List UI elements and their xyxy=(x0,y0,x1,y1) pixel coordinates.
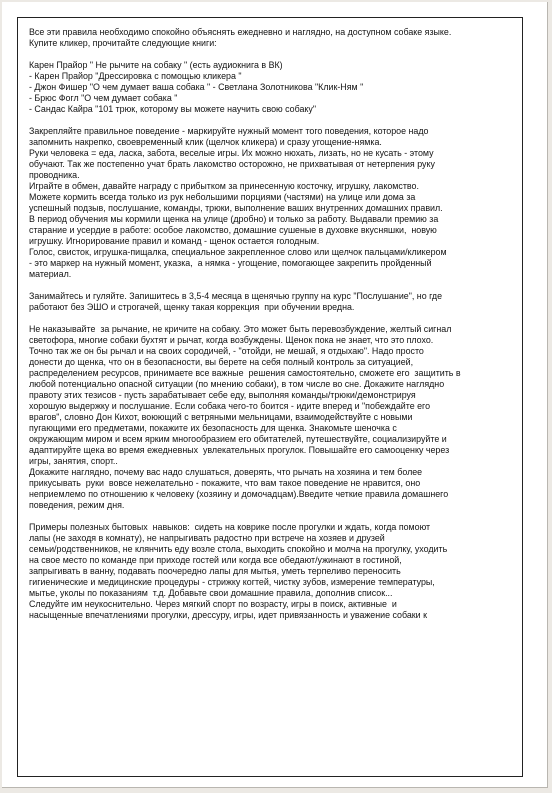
paragraph-line: адаптируйте щека во время ежедневных увлекательных прогулок. Повышайте его самооценку через xyxy=(29,445,450,455)
paragraph-line: распределением ресурсов, принимаете все важные решения самостоятельно, сможете его защитить в xyxy=(29,368,461,378)
paragraph-line: работают без ЭШО и строгачей, щенку такая коррекция при обучении вредна. xyxy=(29,302,355,312)
paragraph-line: пугающими его предметами, покажите их безопасность для щенка. Знакомьте шеночка с xyxy=(29,423,397,433)
book-line: - Карен Прайор "Дрессировка с помощью кликера " xyxy=(29,71,242,81)
paragraph-line: В период обучения мы кормили щенка на улице (дробно) и только за работу. Выдавали премию за xyxy=(29,214,439,224)
book-line: Карен Прайор " Не рычите на собаку " (есть аудиокнига в ВК) xyxy=(29,60,283,70)
paragraph-line: правоту этих тезисов - пусть зарабатывает себе еду, выполняя команды/трюки/демонстрируя xyxy=(29,390,416,400)
paragraph-line: насыщенные впечатлениями прогулки, дрессуру, игры, идет привязанность и уважение собаки к xyxy=(29,610,427,620)
book-line: - Брюс Фогл "О чем думает собака " xyxy=(29,93,178,103)
intro-line-1: Все эти правила необходимо спокойно объяснять ежедневно и наглядно, на доступном собаке языке. xyxy=(29,27,452,37)
paragraph-line: врагов", словно Дон Кихот, воюющий с ветряными мельницами, взаимодействуйте с новыми xyxy=(29,412,413,422)
paragraph-line: на свое место по команде при приходе гостей или когда все обедают/ужинают в гостиной, xyxy=(29,555,402,565)
paragraph-line: семьи/родственников, не клянчить еду возле стола, выходить спокойно и молча на прогулку, уходить xyxy=(29,544,448,554)
paragraph-line: светофора, многие собаки бухтят и рычат, когда возбуждены. Щенок пока не знает, что это плохо. xyxy=(29,335,434,345)
paragraph-line: окружающим миром и всем ярким многообразием его обитателей, путешествуйте, социализируйте и xyxy=(29,434,447,444)
paragraph-line: Можете кормить всегда только из рук небольшими порциями (частями) на улице или дома за xyxy=(29,192,416,202)
paragraph-line: прикусывать руки вовсе нежелательно - покажите, что вам такое поведение не нравится, оно xyxy=(29,478,421,488)
paragraph-line: Не наказывайте за рычание, не кричите на собаку. Это может быть перевозбуждение, желтый сигнал xyxy=(29,324,452,334)
page-border-frame xyxy=(17,17,523,777)
paragraph-line: обучают. Так же постепенно учат брать лакомство осторожно, не прихватывая от нетерпения руку xyxy=(29,159,435,169)
paragraph-line: лапы (не заходя в комнату), не напрыгивать радостно при встрече на хозяев и друзей xyxy=(29,533,385,543)
paragraph-line: Следуйте им неукоснительно. Через мягкий спорт по возрасту, игры в поиск, активные и xyxy=(29,599,397,609)
paragraph-line: Докажите наглядно, почему вас надо слушаться, доверять, что рычать на хозяина и тем более xyxy=(29,467,423,477)
paragraph-line: материал. xyxy=(29,269,72,279)
paragraph-line: любой потенциально опасной ситуации (по мнению собаки), в том числе во сне. Докажите наглядно xyxy=(29,379,445,389)
paragraph-line: запомнить накрепко, своевременный клик (щелчок кликера) и сразу угощение-нямка. xyxy=(29,137,382,147)
document-page xyxy=(2,2,548,788)
paragraph-line: гигиенические и медицинские процедуры - стрижку когтей, чистку зубов, измерение температуры, xyxy=(29,577,435,587)
paragraph-line: поведения, режим дня. xyxy=(29,500,125,510)
intro-line-2: Купите кликер, прочитайте следующие книги: xyxy=(29,38,217,48)
paragraph-line: игры, занятия, спорт.. xyxy=(29,456,118,466)
paragraph-gap xyxy=(29,49,515,60)
paragraph-line: проводника. xyxy=(29,170,80,180)
paragraph-line: успешный подзыв, послушание, команды, трюки, выполнение ваших внутренних домашних правил. xyxy=(29,203,443,213)
paragraph-line: Руки человека = еда, ласка, забота, веселые игры. Их можно нюхать, лизать, но не кусать - этому xyxy=(29,148,434,158)
paragraph-line: - это маркер на нужный момент, указка, а нямка - угощение, помогающее закрепить пройденный xyxy=(29,258,432,268)
paragraph-line: старание и усердие в работе: особое лакомство, домашние сушеные в духовке вкусняшки, новую xyxy=(29,225,437,235)
book-line: - Джон Фишер "О чем думает ваша собака " - Светлана Золотникова "Клик-Ням " xyxy=(29,82,364,92)
paragraph-line: запрыгивать в ванну, подавать поочередно лапы для мытья, уметь терпеливо переносить xyxy=(29,566,401,576)
paragraph-gap xyxy=(29,115,515,126)
paragraph-line: донести до щенка, что он в безопасности, вы берете на себя полный контроль за ситуацией, xyxy=(29,357,414,367)
paragraph-line: Голос, свисток, игрушка-пищалка, специальное закрепленное слово или щелчок пальцами/кликером xyxy=(29,247,447,257)
paragraph-gap xyxy=(29,313,515,324)
paragraph-line: Занимайтесь и гуляйте. Запишитесь в 3,5-4 месяца в щенячью группу на курс "Послушание", но где xyxy=(29,291,443,301)
paragraph-line: Точно так же он бы рычал и на своих сородичей, - "отойди, не мешай, я отдыхаю". Надо просто xyxy=(29,346,424,356)
paragraph-line: неприемлемо по отношению к человеку (хозяину и домочадцам).Введите четкие правила домашнего xyxy=(29,489,449,499)
paragraph-line: хорошую выдержку и послушание. Если собака чего-то боится - идите вперед и "побеждайте его xyxy=(29,401,431,411)
paragraph-line: мытье, уколы по показаниям т.д. Добавьте свои домашние правила, дополнив список... xyxy=(29,588,393,598)
paragraph-gap xyxy=(29,511,515,522)
paragraph-gap xyxy=(29,280,515,291)
book-line: - Сандас Кайра "101 трюк, которому вы можете научить свою собаку" xyxy=(29,104,317,114)
paragraph-line: игрушку. Игнорирование правил и команд - щенок остается голодным. xyxy=(29,236,320,246)
document-body xyxy=(29,27,515,621)
paragraph-line: Играйте в обмен, давайте награду с прибытком за принесенную косточку, игрушку, лакомство. xyxy=(29,181,419,191)
paragraph-line: Примеры полезных бытовых навыков: сидеть на коврике после прогулки и ждать, когда помоют xyxy=(29,522,431,532)
paragraph-line: Закрепляйте правильное поведение - маркируйте нужный момент того поведения, которое надо xyxy=(29,126,429,136)
